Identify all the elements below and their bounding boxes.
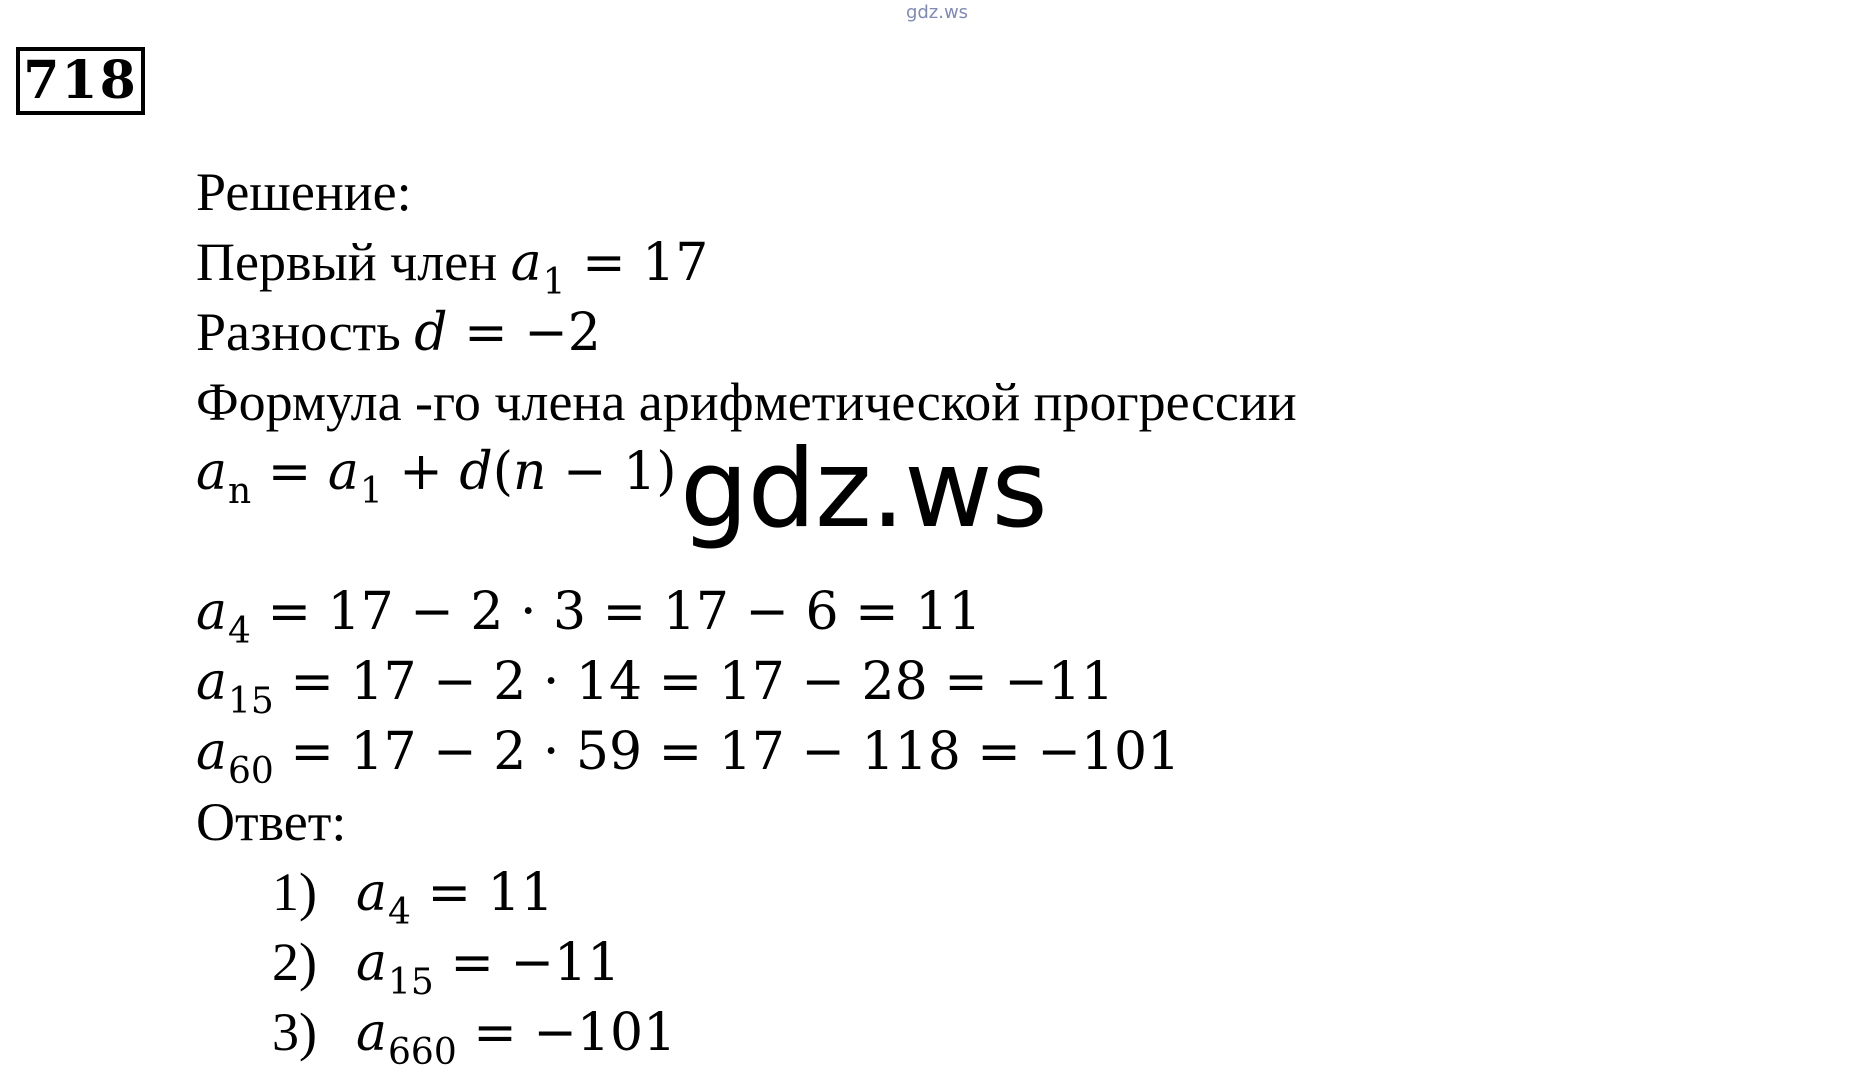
answer-sub: 15: [388, 962, 434, 1003]
calc-a4-sub: 4: [228, 611, 251, 652]
difference-var: d: [414, 303, 448, 363]
solution-heading: Решение:: [196, 162, 412, 222]
formula-lhs-var: a: [196, 442, 228, 502]
difference-label: Разность: [196, 302, 401, 362]
answer-sub: 660: [388, 1032, 457, 1073]
answer-item-3: [272, 1002, 677, 1073]
answer-value: = −11: [450, 933, 621, 993]
answer-var: a: [356, 863, 388, 923]
answer-label: Ответ:: [196, 792, 347, 852]
answer-number: 1): [272, 862, 317, 922]
formula-d-var: d: [459, 442, 493, 502]
answer-value: = −101: [473, 1003, 677, 1063]
difference-line: [196, 302, 601, 362]
formula-eq: =: [251, 442, 328, 502]
calc-a60-var: a: [196, 722, 228, 782]
calc-line-a60: [196, 722, 1181, 792]
answer-var: a: [356, 933, 388, 993]
formula-lhs-sub: n: [228, 471, 252, 512]
answer-number: 2): [272, 932, 317, 992]
problem-number-box: 718: [16, 47, 145, 115]
formula-plus: +: [382, 442, 460, 502]
calc-a15-sub: 15: [228, 681, 274, 722]
calc-line-a4: [196, 582, 982, 652]
calc-a15-var: a: [196, 652, 228, 712]
answer-value: = 11: [427, 863, 554, 923]
formula-paren: (: [492, 442, 513, 502]
answer-item-2: [272, 932, 621, 1003]
formula-rest: − 1): [546, 442, 677, 502]
calc-a60-sub: 60: [228, 751, 274, 792]
top-watermark: gdz.ws: [905, 2, 969, 23]
first-term-value: = 17: [582, 233, 709, 293]
difference-value: = −2: [464, 303, 601, 363]
formula-description: Формула -го члена арифметической прогрессии: [196, 372, 1297, 432]
first-term-var: a: [510, 233, 542, 293]
first-term-label: Первый член: [196, 232, 498, 292]
calc-a4-var: a: [196, 582, 228, 642]
first-term-sub: 1: [542, 262, 566, 303]
difference-formula: [414, 303, 601, 363]
formula-a1-sub: 1: [359, 471, 383, 512]
first-term-formula: [510, 233, 709, 303]
answer-item-1: [272, 862, 554, 933]
first-term-line: [196, 232, 709, 303]
center-watermark: gdz.ws: [680, 427, 1047, 552]
calc-a15-expr: = 17 − 2 · 14 = 17 − 28 = −11: [290, 652, 1115, 712]
calc-a4-expr: = 17 − 2 · 3 = 17 − 6 = 11: [267, 582, 982, 642]
formula-n-var: n: [513, 442, 547, 502]
nth-term-formula: [196, 442, 677, 512]
answer-number: 3): [272, 1002, 317, 1062]
calc-a60-expr: = 17 − 2 · 59 = 17 − 118 = −101: [290, 722, 1181, 782]
answer-var: a: [356, 1003, 388, 1063]
answer-sub: 4: [388, 892, 411, 933]
formula-a1-var: a: [327, 442, 359, 502]
calc-line-a15: [196, 652, 1115, 722]
